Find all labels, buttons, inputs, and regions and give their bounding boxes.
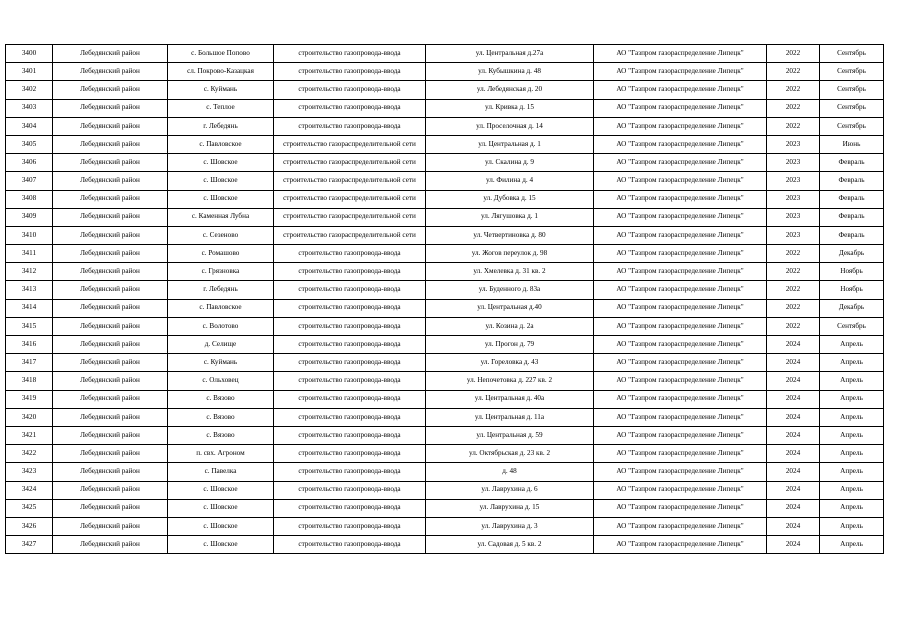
cell-address: ул. Хмелевка д. 31 кв. 2 [426,263,594,281]
cell-address: ул. Дубовка д. 15 [426,190,594,208]
cell-year: 2023 [767,208,820,226]
table-row [6,463,884,481]
table-row [6,445,884,463]
cell-district: Лебедянский район [53,390,168,408]
cell-organization: АО "Газпром газораспределение Липецк" [594,299,767,317]
cell-address: ул. Буденного д. 83а [426,281,594,299]
cell-month: Февраль [820,154,884,172]
cell-address: ул. Центральная д.27а [426,45,594,63]
cell-work-type: строительство газопровода-ввода [274,536,426,554]
cell-month: Апрель [820,426,884,444]
cell-address: ул. Лаврухина д. 15 [426,499,594,517]
cell-month: Апрель [820,481,884,499]
cell-work-type: строительство газопровода-ввода [274,63,426,81]
cell-year: 2022 [767,299,820,317]
table-row [6,245,884,263]
cell-settlement: с. Ольховец [168,372,274,390]
cell-row-number: 3404 [6,117,53,135]
cell-organization: АО "Газпром газораспределение Липецк" [594,190,767,208]
cell-year: 2024 [767,481,820,499]
cell-organization: АО "Газпром газораспределение Липецк" [594,263,767,281]
table-row [6,517,884,535]
cell-row-number: 3416 [6,336,53,354]
cell-month: Апрель [820,354,884,372]
table-row [6,226,884,244]
cell-address: ул. Скалина д. 9 [426,154,594,172]
table-row [6,281,884,299]
cell-year: 2024 [767,463,820,481]
cell-row-number: 3417 [6,354,53,372]
cell-row-number: 3405 [6,135,53,153]
cell-year: 2022 [767,81,820,99]
cell-address: ул. Лаврухина д. 3 [426,517,594,535]
cell-address: ул. Лаврухина д. 6 [426,481,594,499]
cell-district: Лебедянский район [53,336,168,354]
cell-district: Лебедянский район [53,517,168,535]
cell-organization: АО "Газпром газораспределение Липецк" [594,208,767,226]
cell-year: 2024 [767,354,820,372]
cell-organization: АО "Газпром газораспределение Липецк" [594,499,767,517]
cell-row-number: 3427 [6,536,53,554]
cell-month: Апрель [820,463,884,481]
cell-settlement: с. Павелка [168,463,274,481]
table-row [6,99,884,117]
cell-work-type: строительство газопровода-ввода [274,372,426,390]
table-row [6,481,884,499]
cell-month: Июнь [820,135,884,153]
cell-settlement: с. Ромашово [168,245,274,263]
cell-district: Лебедянский район [53,135,168,153]
table-row [6,408,884,426]
table-body [6,45,884,554]
cell-month: Апрель [820,390,884,408]
cell-organization: АО "Газпром газораспределение Липецк" [594,226,767,244]
cell-year: 2022 [767,281,820,299]
cell-year: 2022 [767,245,820,263]
cell-row-number: 3409 [6,208,53,226]
cell-settlement: д. Селище [168,336,274,354]
cell-address: ул. Центральная д. 1 [426,135,594,153]
cell-organization: АО "Газпром газораспределение Липецк" [594,463,767,481]
cell-settlement: г. Лебедянь [168,281,274,299]
cell-district: Лебедянский район [53,226,168,244]
cell-district: Лебедянский район [53,99,168,117]
cell-district: Лебедянский район [53,190,168,208]
cell-work-type: строительство газопровода-ввода [274,281,426,299]
cell-row-number: 3408 [6,190,53,208]
cell-row-number: 3420 [6,408,53,426]
cell-year: 2024 [767,445,820,463]
cell-year: 2023 [767,135,820,153]
cell-district: Лебедянский район [53,281,168,299]
table-row [6,536,884,554]
cell-address: ул. Лебедянская д. 20 [426,81,594,99]
cell-month: Апрель [820,499,884,517]
cell-address: ул. Гореловка д. 43 [426,354,594,372]
cell-settlement: с. Шовское [168,536,274,554]
cell-month: Апрель [820,536,884,554]
cell-row-number: 3413 [6,281,53,299]
cell-organization: АО "Газпром газораспределение Липецк" [594,154,767,172]
cell-work-type: строительство газопровода-ввода [274,336,426,354]
cell-settlement: с. Грязновка [168,263,274,281]
cell-settlement: с. Куймань [168,81,274,99]
cell-work-type: строительство газопровода-ввода [274,408,426,426]
cell-row-number: 3402 [6,81,53,99]
cell-organization: АО "Газпром газораспределение Липецк" [594,81,767,99]
cell-month: Апрель [820,336,884,354]
cell-settlement: г. Лебедянь [168,117,274,135]
cell-row-number: 3414 [6,299,53,317]
cell-organization: АО "Газпром газораспределение Липецк" [594,517,767,535]
cell-month: Февраль [820,190,884,208]
cell-district: Лебедянский район [53,372,168,390]
cell-organization: АО "Газпром газораспределение Липецк" [594,408,767,426]
cell-organization: АО "Газпром газораспределение Липецк" [594,117,767,135]
cell-settlement: с. Теплое [168,99,274,117]
cell-address: ул. Лягушовка д. 1 [426,208,594,226]
cell-organization: АО "Газпром газораспределение Липецк" [594,135,767,153]
table-row [6,336,884,354]
cell-row-number: 3419 [6,390,53,408]
cell-work-type: строительство газораспределительной сети [274,154,426,172]
cell-address: ул. Проселочная д. 14 [426,117,594,135]
cell-year: 2023 [767,226,820,244]
table-row [6,190,884,208]
cell-year: 2022 [767,63,820,81]
cell-month: Апрель [820,445,884,463]
cell-address: ул. Жогов переулок д. 98 [426,245,594,263]
cell-month: Декабрь [820,245,884,263]
cell-work-type: строительство газопровода-ввода [274,317,426,335]
table-row [6,135,884,153]
cell-district: Лебедянский район [53,463,168,481]
cell-settlement: с. Вязово [168,408,274,426]
cell-settlement: с. Вязово [168,426,274,444]
cell-address: д. 48 [426,463,594,481]
cell-year: 2022 [767,317,820,335]
cell-settlement: с. Шовское [168,172,274,190]
cell-month: Февраль [820,208,884,226]
cell-year: 2023 [767,190,820,208]
cell-month: Сентябрь [820,81,884,99]
cell-work-type: строительство газопровода-ввода [274,517,426,535]
cell-row-number: 3421 [6,426,53,444]
cell-row-number: 3423 [6,463,53,481]
cell-work-type: строительство газопровода-ввода [274,481,426,499]
cell-address: ул. Кривка д. 15 [426,99,594,117]
cell-settlement: с. Сезеново [168,226,274,244]
cell-organization: АО "Газпром газораспределение Липецк" [594,445,767,463]
cell-settlement: с. Шовское [168,154,274,172]
cell-row-number: 3418 [6,372,53,390]
cell-year: 2023 [767,154,820,172]
cell-address: ул. Октябрьская д. 23 кв. 2 [426,445,594,463]
cell-organization: АО "Газпром газораспределение Липецк" [594,481,767,499]
table-row [6,299,884,317]
cell-address: ул. Прогон д. 79 [426,336,594,354]
cell-district: Лебедянский район [53,154,168,172]
cell-settlement: с. Шовское [168,481,274,499]
cell-district: Лебедянский район [53,499,168,517]
cell-address: ул. Козина д. 2а [426,317,594,335]
cell-work-type: строительство газопровода-ввода [274,117,426,135]
table-row [6,81,884,99]
cell-address: ул. Филина д. 4 [426,172,594,190]
cell-month: Февраль [820,226,884,244]
table-row [6,426,884,444]
cell-district: Лебедянский район [53,245,168,263]
cell-year: 2024 [767,390,820,408]
cell-settlement: с. Шовское [168,190,274,208]
cell-district: Лебедянский район [53,426,168,444]
cell-month: Ноябрь [820,281,884,299]
cell-year: 2024 [767,499,820,517]
cell-district: Лебедянский район [53,445,168,463]
cell-organization: АО "Газпром газораспределение Липецк" [594,372,767,390]
cell-district: Лебедянский район [53,208,168,226]
cell-work-type: строительство газопровода-ввода [274,426,426,444]
cell-row-number: 3422 [6,445,53,463]
cell-year: 2022 [767,99,820,117]
cell-organization: АО "Газпром газораспределение Липецк" [594,63,767,81]
cell-district: Лебедянский район [53,481,168,499]
table-row [6,372,884,390]
cell-address: ул. Непочетовка д. 227 кв. 2 [426,372,594,390]
cell-year: 2024 [767,517,820,535]
cell-address: ул. Четвертиновка д. 80 [426,226,594,244]
cell-settlement: с. Вязово [168,390,274,408]
cell-settlement: сл. Покрово-Казацкая [168,63,274,81]
table-row [6,45,884,63]
cell-month: Апрель [820,517,884,535]
cell-row-number: 3401 [6,63,53,81]
cell-settlement: с. Куймань [168,354,274,372]
cell-settlement: с. Шовское [168,517,274,535]
cell-organization: АО "Газпром газораспределение Липецк" [594,426,767,444]
cell-month: Декабрь [820,299,884,317]
table-row [6,317,884,335]
cell-row-number: 3403 [6,99,53,117]
cell-district: Лебедянский район [53,263,168,281]
cell-district: Лебедянский район [53,299,168,317]
cell-month: Сентябрь [820,63,884,81]
cell-work-type: строительство газопровода-ввода [274,81,426,99]
cell-organization: АО "Газпром газораспределение Липецк" [594,354,767,372]
table-row [6,172,884,190]
cell-work-type: строительство газораспределительной сети [274,172,426,190]
cell-work-type: строительство газораспределительной сети [274,208,426,226]
cell-settlement: п. свх. Агроном [168,445,274,463]
cell-organization: АО "Газпром газораспределение Липецк" [594,281,767,299]
cell-district: Лебедянский район [53,317,168,335]
cell-district: Лебедянский район [53,81,168,99]
cell-year: 2022 [767,263,820,281]
cell-month: Апрель [820,372,884,390]
cell-organization: АО "Газпром газораспределение Липецк" [594,172,767,190]
cell-work-type: строительство газопровода-ввода [274,299,426,317]
cell-district: Лебедянский район [53,354,168,372]
cell-settlement: с. Большое Попово [168,45,274,63]
cell-district: Лебедянский район [53,63,168,81]
cell-row-number: 3407 [6,172,53,190]
table-row [6,263,884,281]
cell-organization: АО "Газпром газораспределение Липецк" [594,45,767,63]
cell-address: ул. Центральная д. 59 [426,426,594,444]
table-row [6,208,884,226]
cell-work-type: строительство газопровода-ввода [274,45,426,63]
cell-settlement: с. Волотово [168,317,274,335]
cell-organization: АО "Газпром газораспределение Липецк" [594,99,767,117]
cell-organization: АО "Газпром газораспределение Липецк" [594,336,767,354]
table-row [6,63,884,81]
cell-district: Лебедянский район [53,117,168,135]
table-row [6,154,884,172]
cell-year: 2024 [767,426,820,444]
cell-organization: АО "Газпром газораспределение Липецк" [594,536,767,554]
cell-district: Лебедянский район [53,172,168,190]
cell-district: Лебедянский район [53,536,168,554]
cell-settlement: с. Павловское [168,135,274,153]
table-row [6,354,884,372]
cell-address: ул. Центральная д. 40а [426,390,594,408]
table-row [6,390,884,408]
cell-organization: АО "Газпром газораспределение Липецк" [594,317,767,335]
cell-work-type: строительство газораспределительной сети [274,135,426,153]
cell-work-type: строительство газопровода-ввода [274,463,426,481]
cell-year: 2024 [767,536,820,554]
cell-address: ул. Кубышкина д. 48 [426,63,594,81]
cell-year: 2022 [767,45,820,63]
cell-address: ул. Садовая д. 5 кв. 2 [426,536,594,554]
cell-row-number: 3415 [6,317,53,335]
cell-month: Сентябрь [820,117,884,135]
cell-settlement: с. Павловское [168,299,274,317]
cell-district: Лебедянский район [53,45,168,63]
table-row [6,117,884,135]
cell-row-number: 3412 [6,263,53,281]
cell-year: 2023 [767,172,820,190]
cell-month: Ноябрь [820,263,884,281]
cell-work-type: строительство газопровода-ввода [274,99,426,117]
cell-work-type: строительство газопровода-ввода [274,390,426,408]
cell-month: Сентябрь [820,317,884,335]
cell-row-number: 3425 [6,499,53,517]
cell-month: Сентябрь [820,99,884,117]
cell-row-number: 3400 [6,45,53,63]
cell-district: Лебедянский район [53,408,168,426]
cell-row-number: 3410 [6,226,53,244]
cell-month: Февраль [820,172,884,190]
cell-row-number: 3406 [6,154,53,172]
cell-month: Апрель [820,408,884,426]
cell-work-type: строительство газораспределительной сети [274,226,426,244]
cell-row-number: 3411 [6,245,53,263]
cell-settlement: с. Шовское [168,499,274,517]
cell-month: Сентябрь [820,45,884,63]
cell-address: ул. Центральная д.40 [426,299,594,317]
cell-work-type: строительство газораспределительной сети [274,190,426,208]
cell-organization: АО "Газпром газораспределение Липецк" [594,245,767,263]
cell-work-type: строительство газопровода-ввода [274,354,426,372]
table-row [6,499,884,517]
cell-settlement: с. Каменная Лубна [168,208,274,226]
cell-work-type: строительство газопровода-ввода [274,245,426,263]
cell-year: 2024 [767,372,820,390]
cell-year: 2024 [767,336,820,354]
cell-row-number: 3424 [6,481,53,499]
cell-row-number: 3426 [6,517,53,535]
cell-work-type: строительство газопровода-ввода [274,263,426,281]
data-table [5,44,884,554]
cell-work-type: строительство газопровода-ввода [274,445,426,463]
cell-organization: АО "Газпром газораспределение Липецк" [594,390,767,408]
cell-year: 2022 [767,117,820,135]
cell-address: ул. Центральная д. 11а [426,408,594,426]
cell-work-type: строительство газопровода-ввода [274,499,426,517]
cell-year: 2024 [767,408,820,426]
